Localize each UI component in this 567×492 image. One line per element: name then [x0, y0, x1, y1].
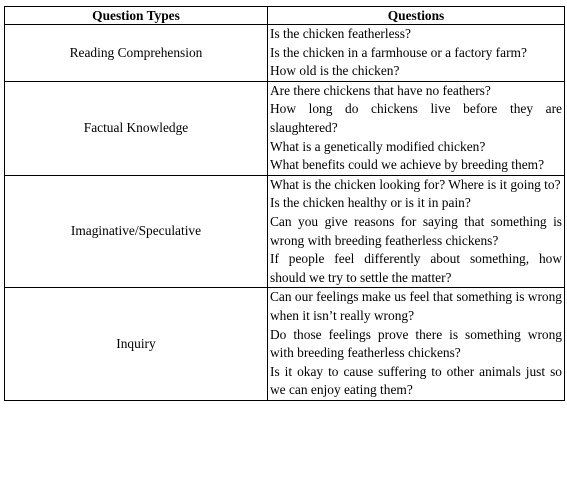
question-text: What is a genetically modified chicken?	[270, 138, 486, 154]
questions-cell	[268, 25, 565, 82]
question-text: Is the chicken featherless?	[270, 26, 411, 41]
question-text: Is it okay to cause suffering to other animals just so we can enjoy eating them?	[270, 363, 562, 398]
question-text: Can you give reasons for saying that something is wrong with breeding featherless chickens?	[270, 213, 562, 248]
question-type-cell: Factual Knowledge	[5, 81, 268, 175]
question-text: Do those feelings prove there is something wrong with breeding featherless chickens?	[270, 326, 562, 361]
header-question-types: Question Types	[5, 7, 268, 25]
question-text: Can our feelings make us feel that something is wrong when it isn’t really wrong?	[270, 289, 562, 323]
question-text: Is the chicken healthy or is it in pain?	[270, 195, 471, 211]
question-type-cell: Imaginative/Speculative	[5, 175, 268, 288]
question-type-cell: Inquiry	[5, 288, 268, 401]
table-row	[5, 25, 565, 82]
question-text: How old is the chicken?	[270, 63, 400, 79]
question-text: How long do chickens live before they are slaughtered?	[270, 101, 562, 135]
header-row	[5, 7, 565, 25]
question-text: Are there chickens that have no feathers?	[270, 82, 491, 98]
table-row	[5, 175, 565, 288]
header-questions: Questions	[268, 7, 565, 25]
question-types-table	[4, 6, 565, 401]
table-row	[5, 81, 565, 175]
question-text: Is the chicken in a farmhouse or a factory farm?	[270, 44, 527, 60]
question-type-cell: Reading Comprehension	[5, 25, 268, 82]
questions-cell	[268, 288, 565, 401]
question-text: What benefits could we achieve by breeding them?	[270, 157, 545, 173]
table-row	[5, 288, 565, 401]
questions-cell	[268, 175, 565, 288]
question-text: If people feel differently about something, how should we try to settle the matter?	[270, 251, 562, 285]
question-text: What is the chicken looking for? Where is it going to?	[270, 176, 561, 192]
questions-cell	[268, 81, 565, 175]
